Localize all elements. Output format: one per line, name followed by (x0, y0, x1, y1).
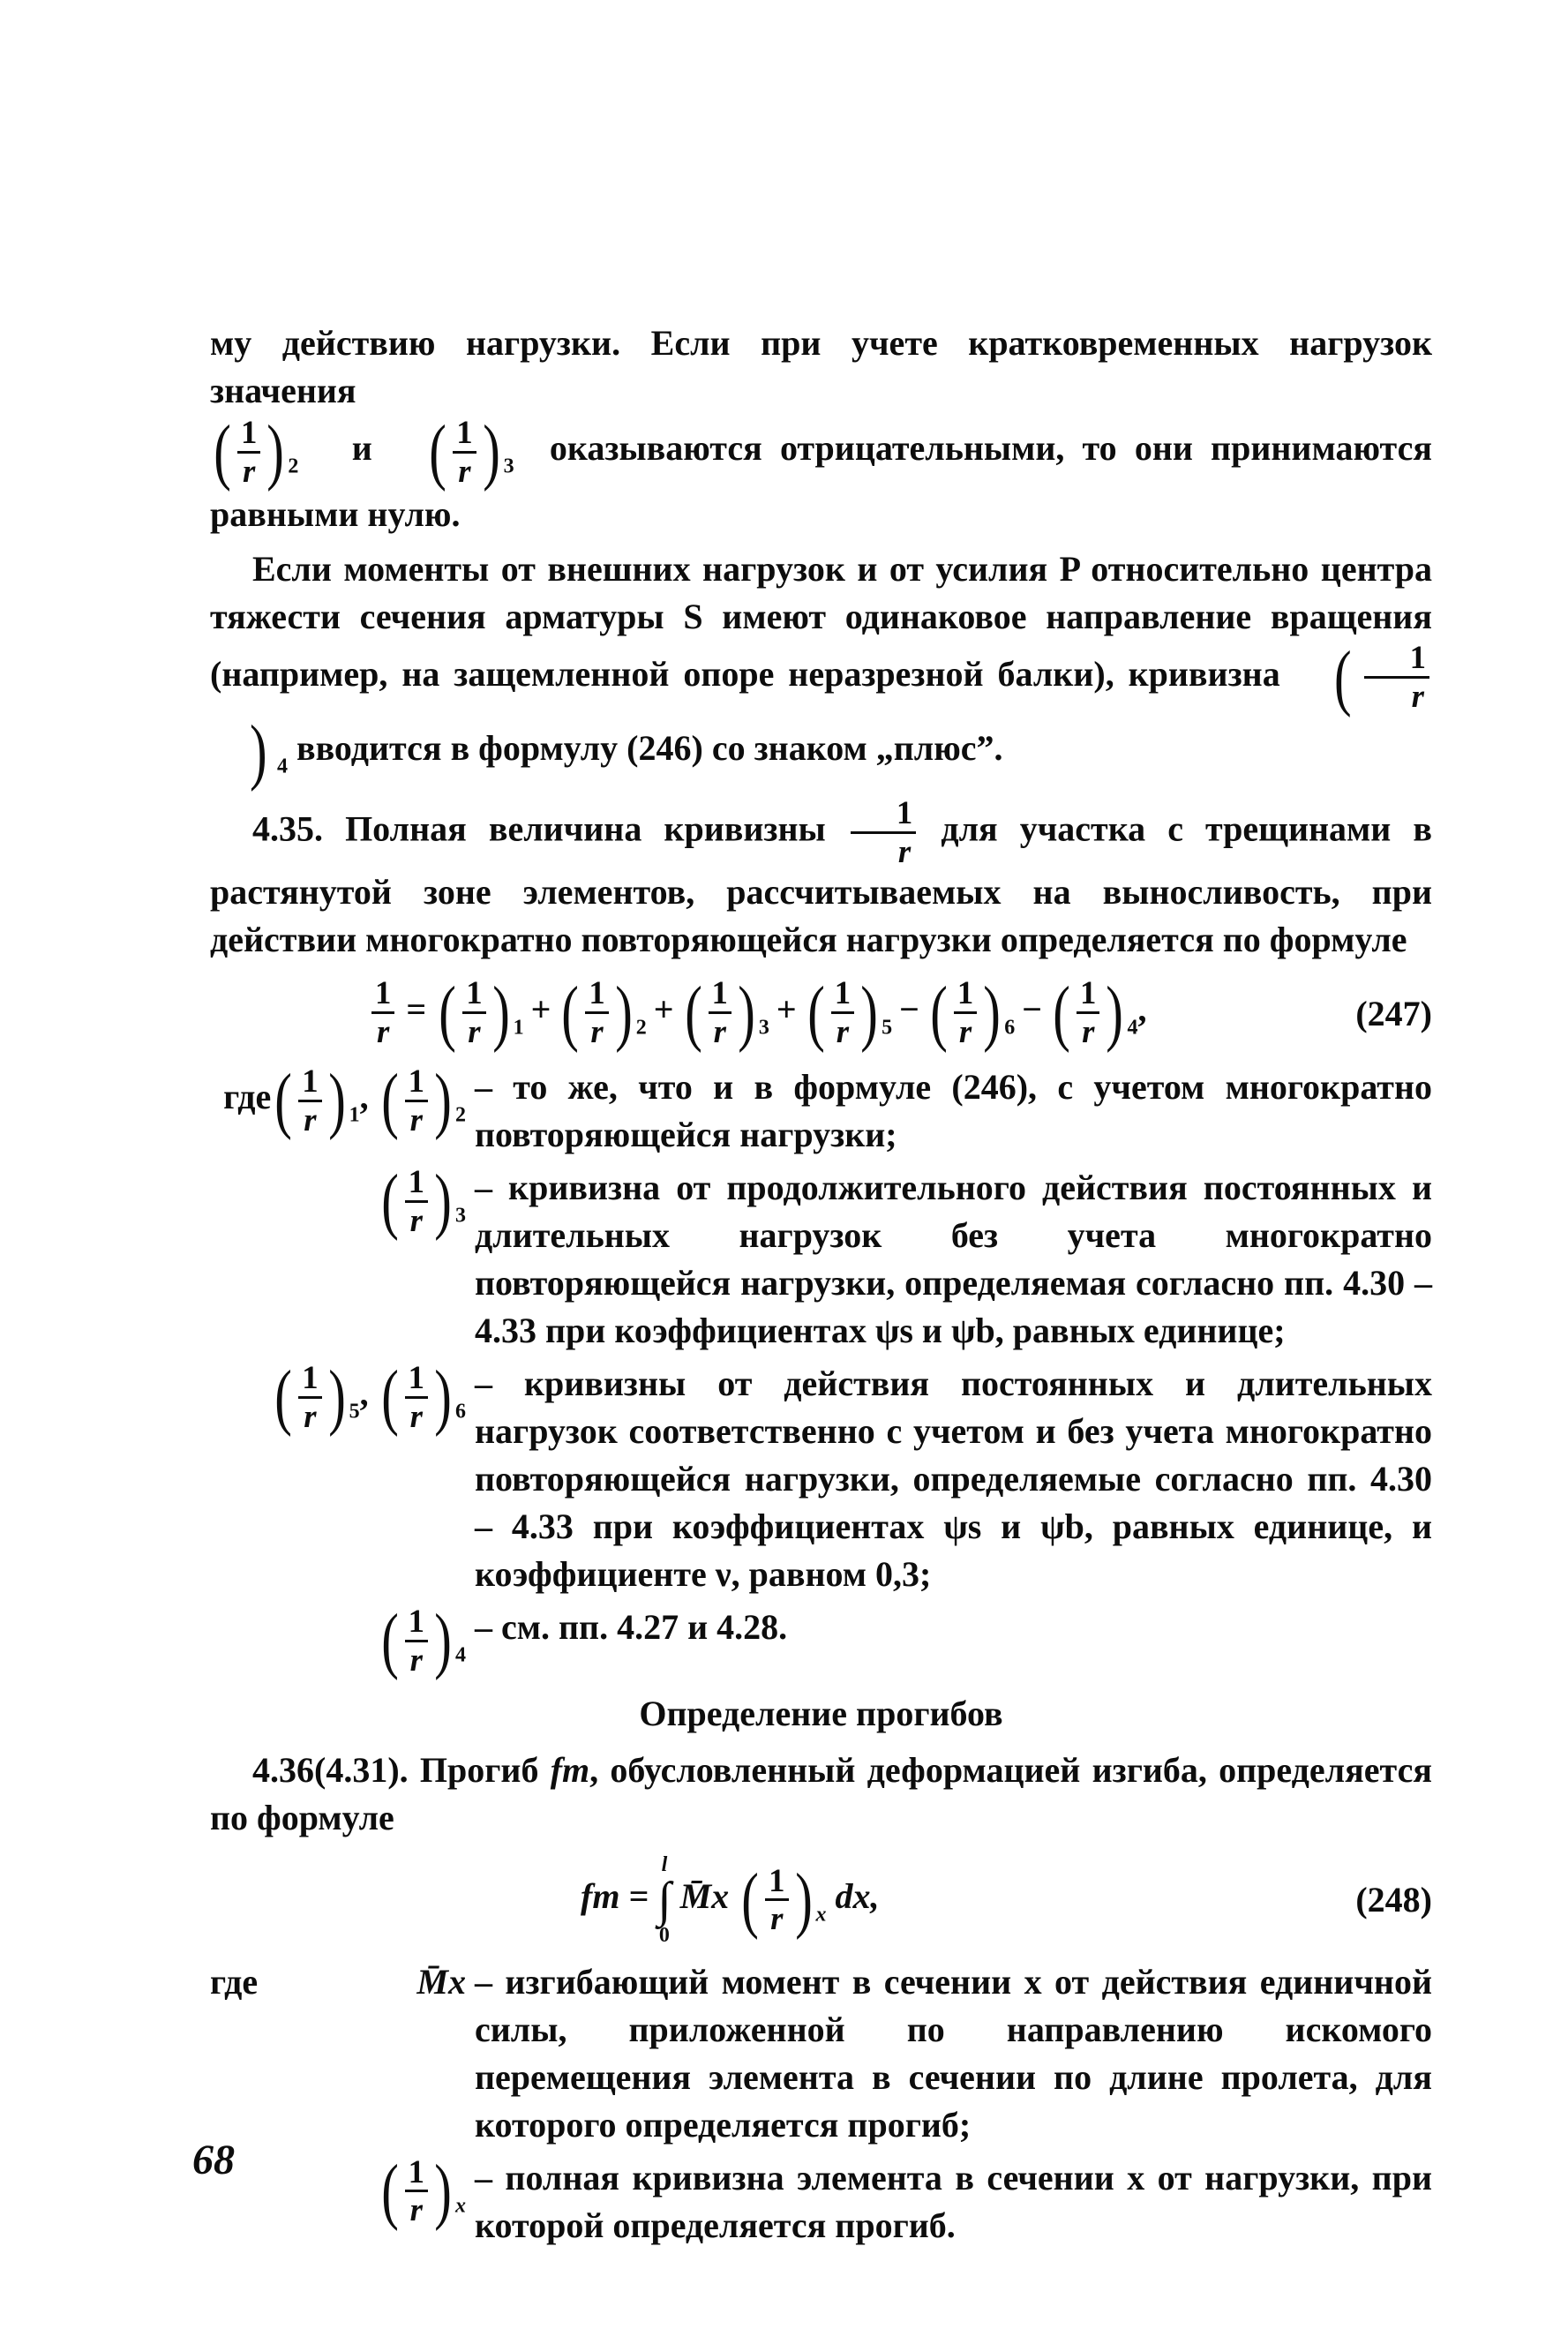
formula-247 (210, 971, 1432, 1054)
definition-row: ( $\frac{1}{r}$ ) $_3$ – кривизна от продолжительного действия постоянных и длительных нагрузок без учета многократно повторяющейся нагрузки, определяемая согласно пп. 4.30 – 4.33 при коэффициентах ψs и ψb, равных единице; (380, 1160, 1432, 1351)
fraction-1-over-r: $\frac{1}{r}$ (954, 977, 977, 1048)
definition-row: ( $\frac{1}{r}$ ) $_4$ – см. пп. 4.27 и 4.28. (380, 1599, 788, 1682)
equation-number-248: (248) (1355, 1879, 1432, 1920)
operator: + (530, 988, 551, 1029)
curvature-term: − ( $\frac{1}{r}$ ) $_4$ (1022, 971, 1138, 1054)
curvature-term: + ( $\frac{1}{r}$ ) $_5$ (776, 971, 893, 1054)
definition-row: ( $\frac{1}{r}$ ) $_x$ – полная кривизна элемента в сечении x от нагрузки, при которой определяется прогиб. (380, 2149, 1432, 2245)
equation-number-247: (247) (1355, 993, 1432, 1033)
page-content (210, 319, 1432, 2255)
operator: + (776, 988, 797, 1029)
definition-row: ( $\frac{1}{r}$ ) $_5$, ( $\frac{1}{r}$ ) $_6$ – кривизны от действия постоянных и длительных нагрузок соответственно с учетом и без учета многократно повторяющейся нагрузки, определяемые согласно пп. 4.30 – 4.33 при коэффициентах ψs и ψb, равных единице, и коэффициенте ν, равном 0,3; (274, 1356, 1432, 1595)
fraction-1-over-r: $\frac{1}{r}$ (405, 1362, 428, 1433)
fraction-1-over-r: $\frac{1}{r}$ (405, 1605, 428, 1677)
integral-sign: l ∫ 0 (657, 1852, 671, 1947)
paragraph: Если моменты от внешних нагрузок и от усилия P относительно центра тяжести сечения арматуры S имеют одинаковое направление вращения (например, на защемленной опоре неразрезной балки), кривизна ( $\frac{1}{r}$ ) $_4$ вводится в формулу (246) со знаком „плюс”. (210, 548, 1432, 793)
fraction-1-over-r: $\frac{1}{r}$ (1077, 977, 1099, 1048)
formula-248 (210, 1854, 1432, 1946)
fraction-1-over-r: $\frac{1}{r}$ (765, 1865, 788, 1936)
fraction-1-over-r: $\frac{1}{r}$ (405, 1166, 428, 1237)
definitions-247 (210, 1059, 1432, 1682)
curvature-term: + ( $\frac{1}{r}$ ) $_2$ (530, 971, 647, 1054)
page-number: 68 (192, 2137, 235, 2183)
operator: − (899, 988, 919, 1029)
fraction-1-over-r: $\frac{1}{r}$ (1364, 642, 1429, 713)
fraction-1-over-r: $\frac{1}{r}$ (453, 417, 476, 488)
curvature-term: − ( $\frac{1}{r}$ ) $_6$ (899, 971, 1016, 1054)
fraction-1-over-r: $\frac{1}{r}$ (298, 1065, 321, 1137)
curvature-term: + ( $\frac{1}{r}$ ) $_3$ (653, 971, 769, 1054)
operator: − (1022, 988, 1043, 1029)
definitions-248 (210, 1958, 1432, 2250)
paragraph-4-36: 4.36(4.31). Прогиб fm, обусловленный деформацией изгиба, определяется по формуле (210, 1749, 1433, 1837)
definition-row: где( $\frac{1}{r}$ ) $_1$, ( $\frac{1}{r}$ ) $_2$ – то же, что и в формуле (246), с учетом многократно повторяющейся нагрузки; (223, 1059, 1432, 1155)
formula-247-expression: $\frac{1}{r}$ = ( $\frac{1}{r}$ ) $_1$ + ( $\frac{1}{r}$ ) $_2$ + ( $\frac{1}{r}$ ) $_3$ + ( $\frac{1}{r}$ ) $_5$ − ( $\frac{1}{r}$ ) $_6$ − ( $\frac{1}{r}$ ) $_4$, (369, 976, 1146, 1052)
fraction-1-over-r: $\frac{1}{r}$ (405, 1065, 428, 1137)
fraction-1-over-r: $\frac{1}{r}$ (462, 977, 485, 1048)
fraction-1-over-r: $\frac{1}{r}$ (851, 797, 916, 868)
section-heading: Определение прогибов (639, 1693, 1003, 1733)
definition-row: где M̄x – изгибающий момент в сечении x от действия единичной силы, приложенной по направлению искомого перемещения элемента в сечении по длине пролета, для которого определяется прогиб; (210, 1961, 1432, 2145)
paragraph-continuation: му действию нагрузки. Если при учете кратковременных нагрузок значения ( $\frac{1}{r}$ ) $_2$ и ( $\frac{1}{r}$ ) $_3$ оказываются отрицательными, то они принимаются равными нулю. (210, 323, 1433, 534)
fraction-1-over-r: $\frac{1}{r}$ (709, 977, 731, 1048)
fraction-1-over-r: $\frac{1}{r}$ (298, 1362, 321, 1433)
fraction-1-over-r: $\frac{1}{r}$ (371, 977, 394, 1048)
paragraph-text: му действию нагрузки. Если при учете кратковременных нагрузок значения (210, 323, 1432, 410)
fraction-1-over-r: $\frac{1}{r}$ (585, 977, 608, 1048)
paragraph-4-35: 4.35. Полная величина кривизны $\frac{1}{r}$ для участка с трещинами в растянутой зоне элементов, рассчитываемых на выносливость, при действии многократно повторяющейся нагрузки определяется по формуле (210, 794, 1433, 959)
fraction-1-over-r: $\frac{1}{r}$ (405, 2156, 428, 2228)
formula-248-expression: fm = l ∫ 0 M̄x ( $\frac{1}{r}$ ) $_x$ dx, (581, 1852, 880, 1947)
fraction-1-over-r: $\frac{1}{r}$ (237, 417, 260, 488)
fraction-1-over-r: $\frac{1}{r}$ (831, 977, 854, 1048)
curvature-term: ( $\frac{1}{r}$ ) $_1$ (439, 971, 524, 1054)
operator: + (653, 988, 674, 1029)
paragraph-text: оказываются отрицательными, то они принимаются равными нулю. (210, 428, 1433, 534)
